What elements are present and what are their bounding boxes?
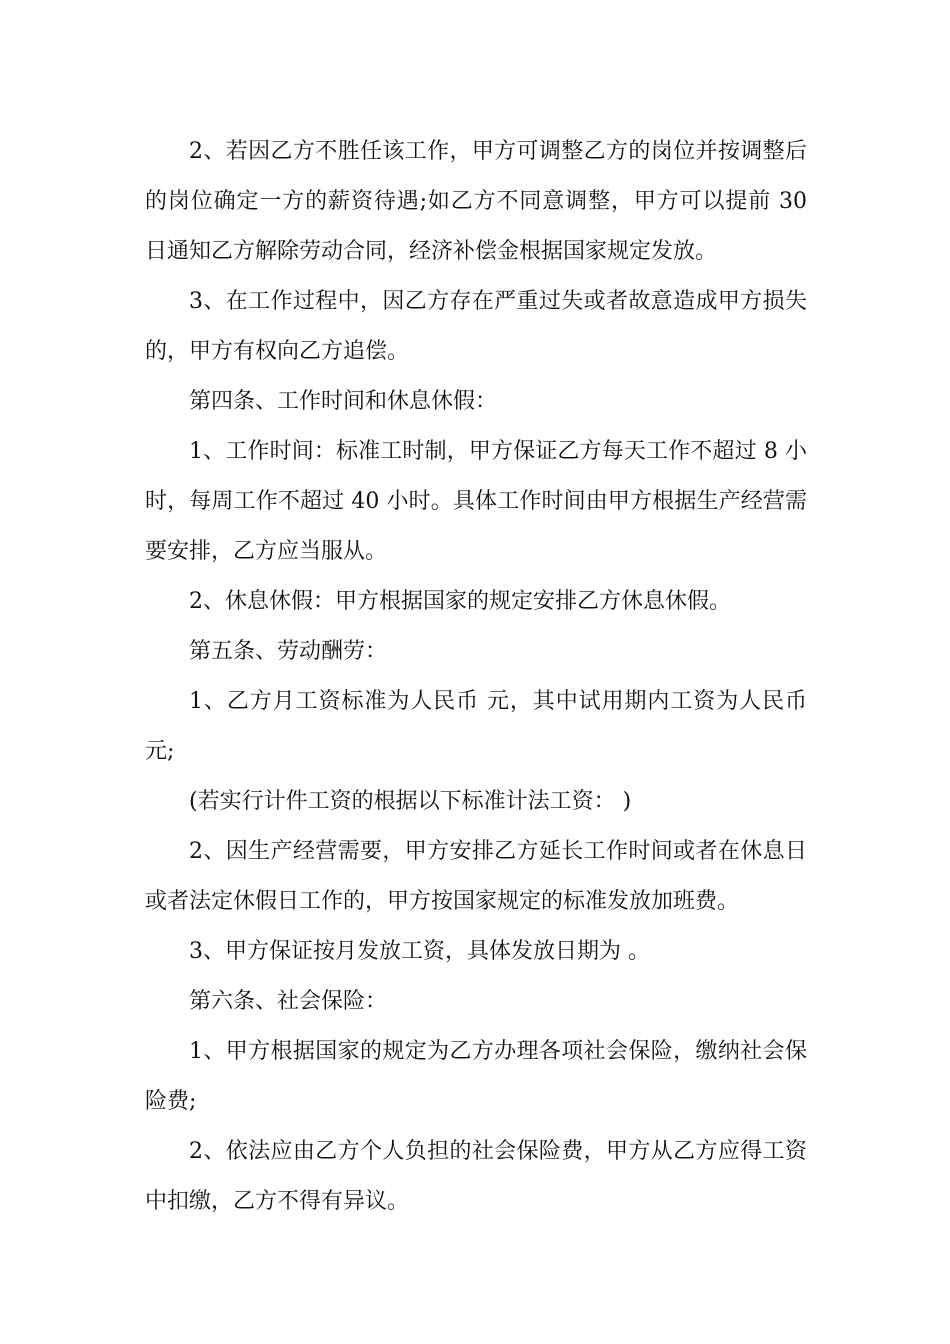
paragraph-clause-4-2: 2、休息休假：甲方根据国家的规定安排乙方休息休假。	[189, 589, 731, 614]
paragraph-clause-3-3: 3、在工作过程中，因乙方存在严重过失或者故意造成甲方损失的，甲方有权向乙方追偿。	[145, 289, 807, 364]
paragraph-clause-3-2: 2、若因乙方不胜任该工作，甲方可调整乙方的岗位并按调整后的岗位确定一方的薪资待遇;如乙方不同意调整，甲方可以提前 30 日通知乙方解除劳动合同，经济补偿金根据国家规定发放。	[145, 139, 814, 264]
paragraph-clause-4-1: 1、工作时间：标准工时制，甲方保证乙方每天工作不超过 8 小时，每周工作不超过 40 小时。具体工作时间由甲方根据生产经营需要安排，乙方应当服从。	[145, 439, 807, 564]
paragraph-clause-5-1: 1、乙方月工资标准为人民币 元，其中试用期内工资为人民币 元;	[145, 689, 814, 764]
paragraph-clause-5-2: 2、因生产经营需要，甲方安排乙方延长工作时间或者在休息日或者法定休假日工作的，甲方按国家规定的标准发放加班费。	[145, 839, 807, 914]
paragraph-clause-6-2: 2、依法应由乙方个人负担的社会保险费，甲方从乙方应得工资中扣缴，乙方不得有异议。	[145, 1139, 807, 1214]
article-4-heading: 第四条、工作时间和休息休假：	[189, 389, 498, 414]
article-6-heading: 第六条、社会保险：	[189, 989, 388, 1014]
paragraph-piecework-note: (若实行计件工资的根据以下标准计法工资： )	[189, 789, 632, 814]
article-5-heading: 第五条、劳动酬劳：	[189, 639, 388, 664]
document-body	[145, 127, 814, 1227]
paragraph-clause-6-1: 1、甲方根据国家的规定为乙方办理各项社会保险，缴纳社会保险费;	[145, 1039, 807, 1114]
paragraph-clause-5-3: 3、甲方保证按月发放工资，具体发放日期为 。	[189, 939, 650, 964]
